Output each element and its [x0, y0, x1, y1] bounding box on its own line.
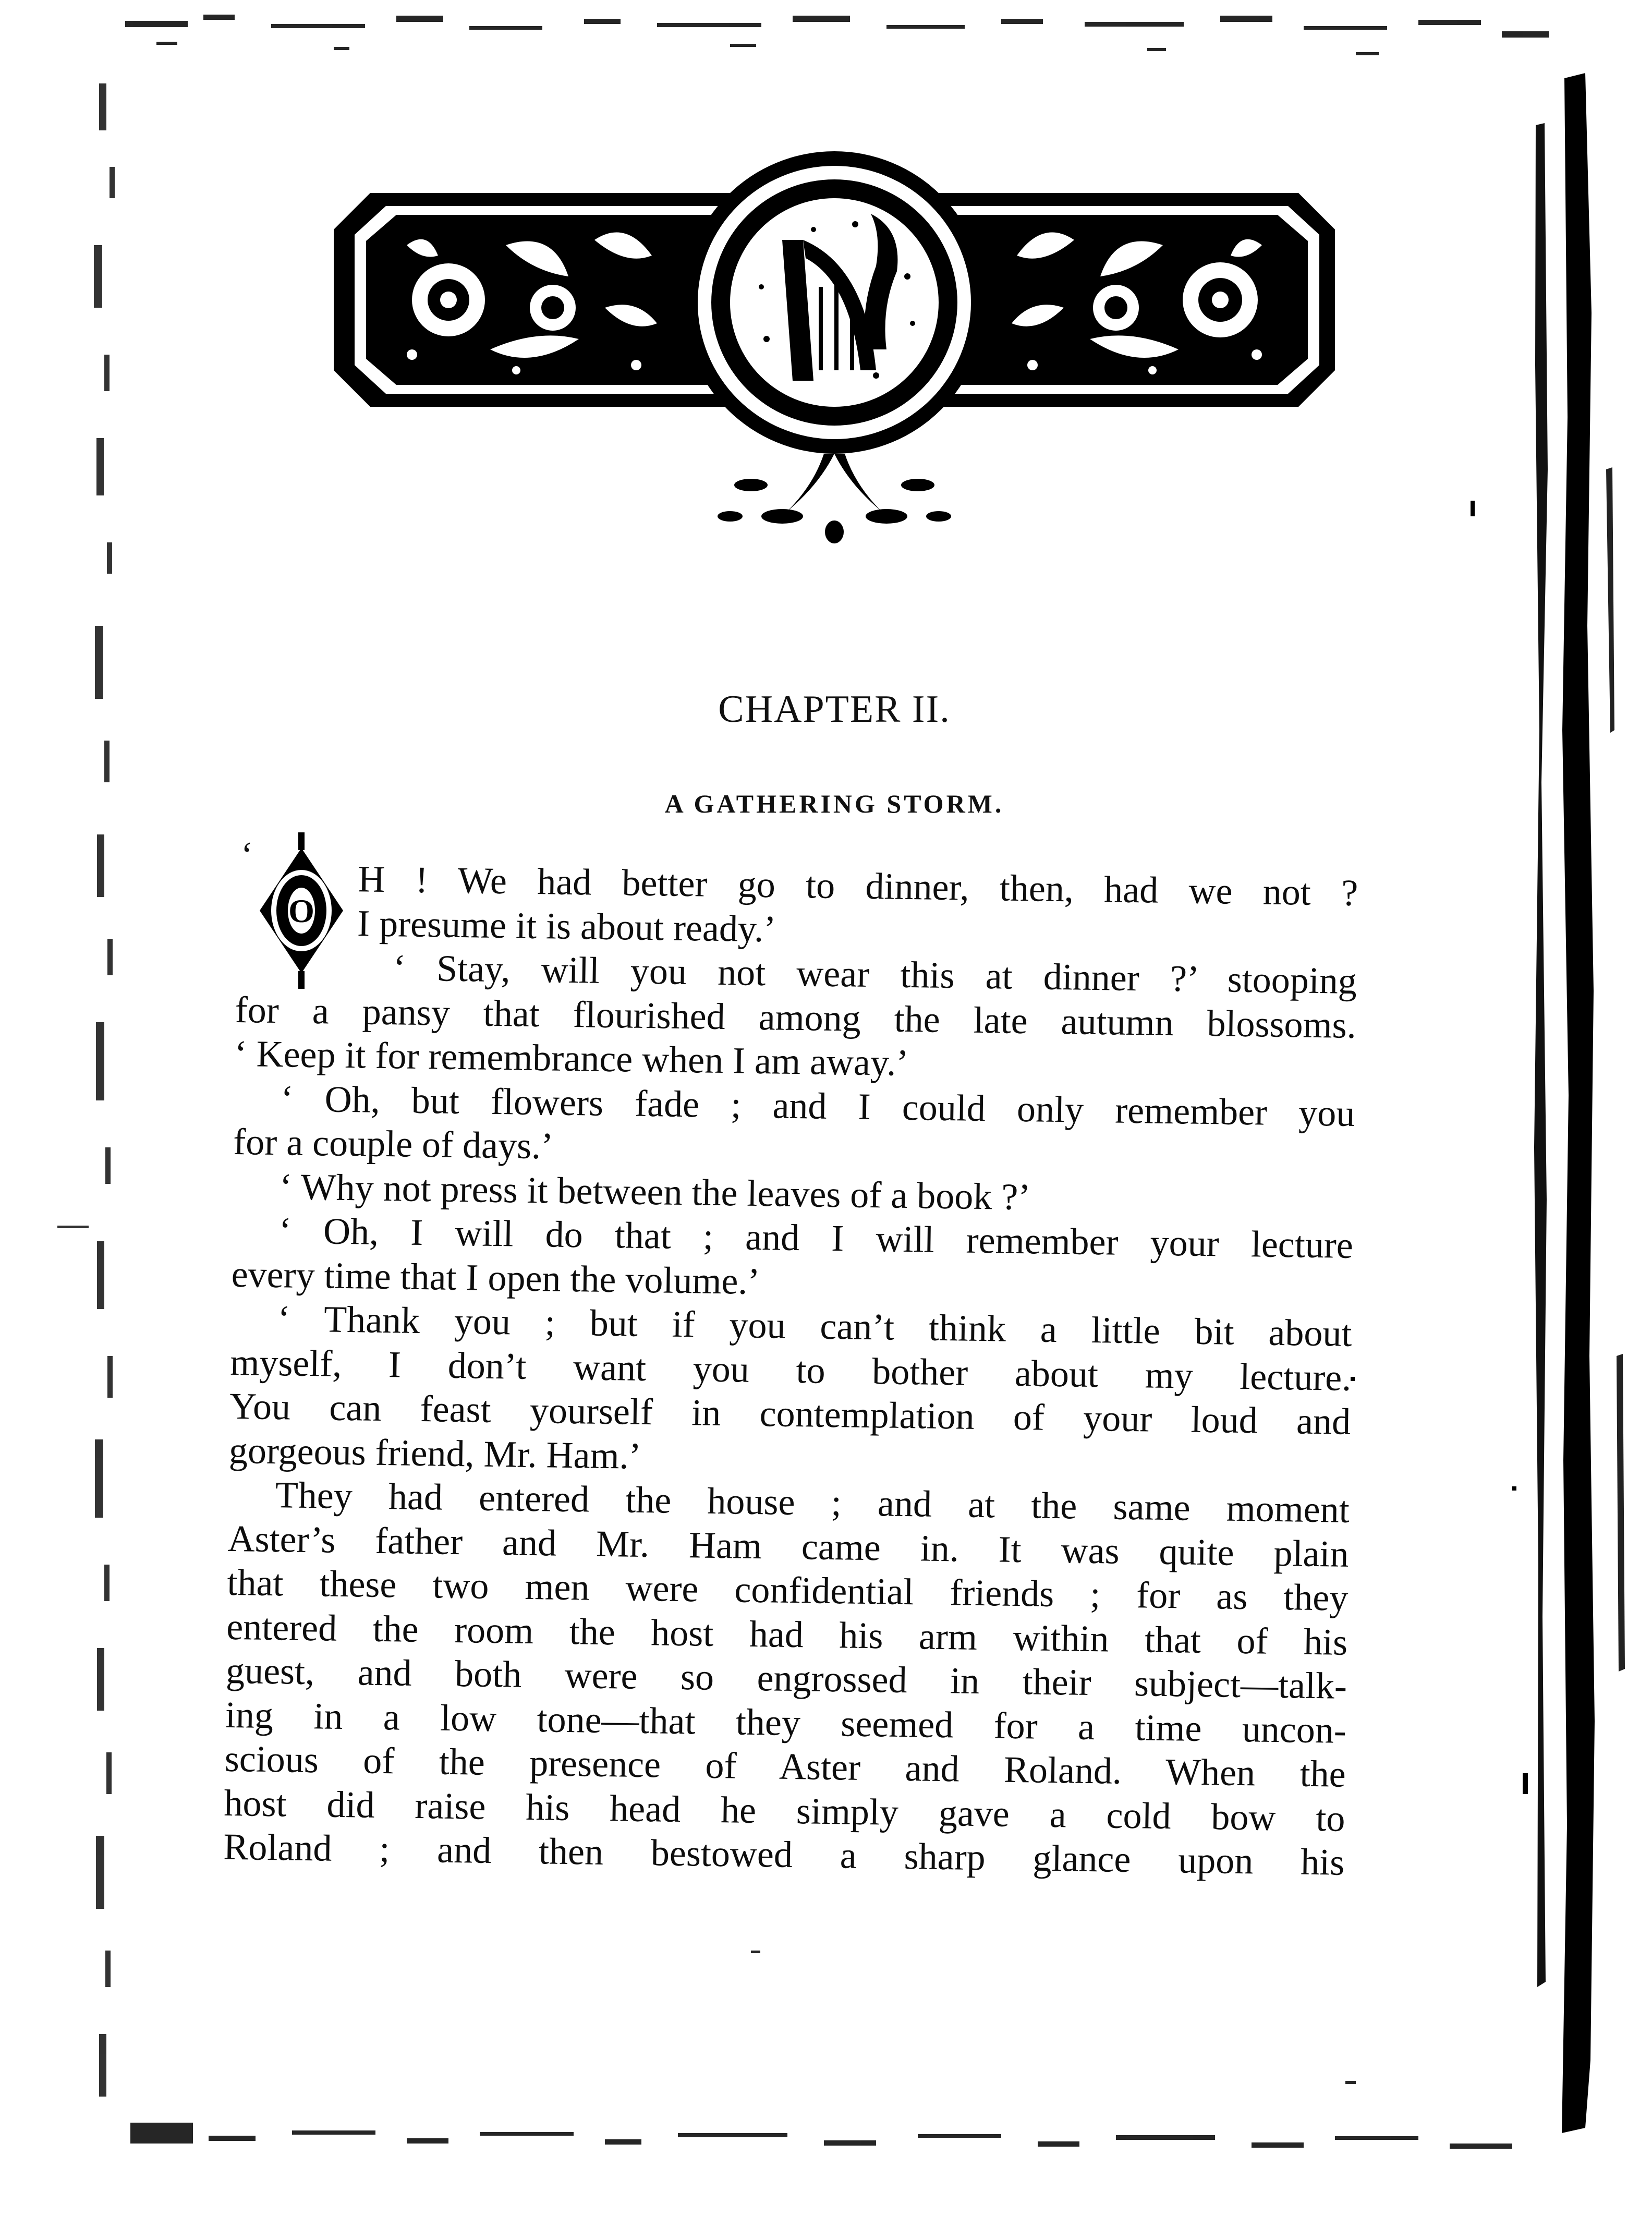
text-line: I presume it is about ready.’ [357, 902, 776, 950]
text-line: Roland ; and then bestowed a sharp glance upon his [223, 1825, 1345, 1883]
drop-cap-letter: O [288, 892, 314, 929]
text-line: ing in a low tone—that they seemed for a time uncon- [225, 1693, 1347, 1751]
chapter-title: CHAPTER II. [718, 688, 951, 731]
text-line: Aster’s father and Mr. Ham came in. It was quite plain [227, 1517, 1350, 1575]
text-line: every time that I open the volume.’ [231, 1253, 760, 1302]
text-line: ‘ Oh, I will do that ; and I will remember your lecture [278, 1209, 1354, 1266]
text-line: gorgeous friend, Mr. Ham.’ [228, 1429, 642, 1477]
chapter-subtitle: A GATHERING STORM. [664, 789, 1004, 818]
drop-cap-quote-mark: ‘ [241, 835, 253, 875]
text-line: ‘ Why not press it between the leaves of a book ?’ [279, 1165, 1031, 1218]
text-line: that these two men were confidential friends ; for as they [226, 1561, 1349, 1619]
text-line: host did raise his head he simply gave a cold bow to [224, 1782, 1345, 1839]
text-line: You can feast yourself in contemplation of your loud and [229, 1385, 1351, 1443]
text-line: They had entered the house ; and at the same moment [275, 1474, 1350, 1531]
text-line: ‘ Stay, will you not wear this at dinner ?’ stooping [393, 947, 1357, 1002]
text-line: ‘ Keep it for remembrance when I am away.’ [234, 1032, 909, 1084]
text-line: myself, I don’t want you to bother about my lecture. [229, 1341, 1352, 1399]
text-line: entered the room the host had his arm within that of his [226, 1605, 1348, 1663]
text-line: ‘ Oh, but flowers fade ; and I could only remember you [280, 1077, 1355, 1134]
text-line: for a couple of days.’ [233, 1120, 554, 1167]
text-line: H ! We had better go to dinner, then, had we not ? [357, 858, 1358, 914]
text-line: ‘ Thank you ; but if you can’t think a little bit about [277, 1298, 1352, 1354]
text-line: scious of the presence of Aster and Roland. When the [224, 1737, 1346, 1795]
text-line: for a pansy that flourished among the late autumn blossoms. [235, 988, 1357, 1046]
chapter-body-text [223, 855, 1358, 1884]
ornamental-headpiece-illustration [334, 151, 1335, 548]
text-line: guest, and both were so engrossed in their subject—talk- [225, 1649, 1347, 1707]
